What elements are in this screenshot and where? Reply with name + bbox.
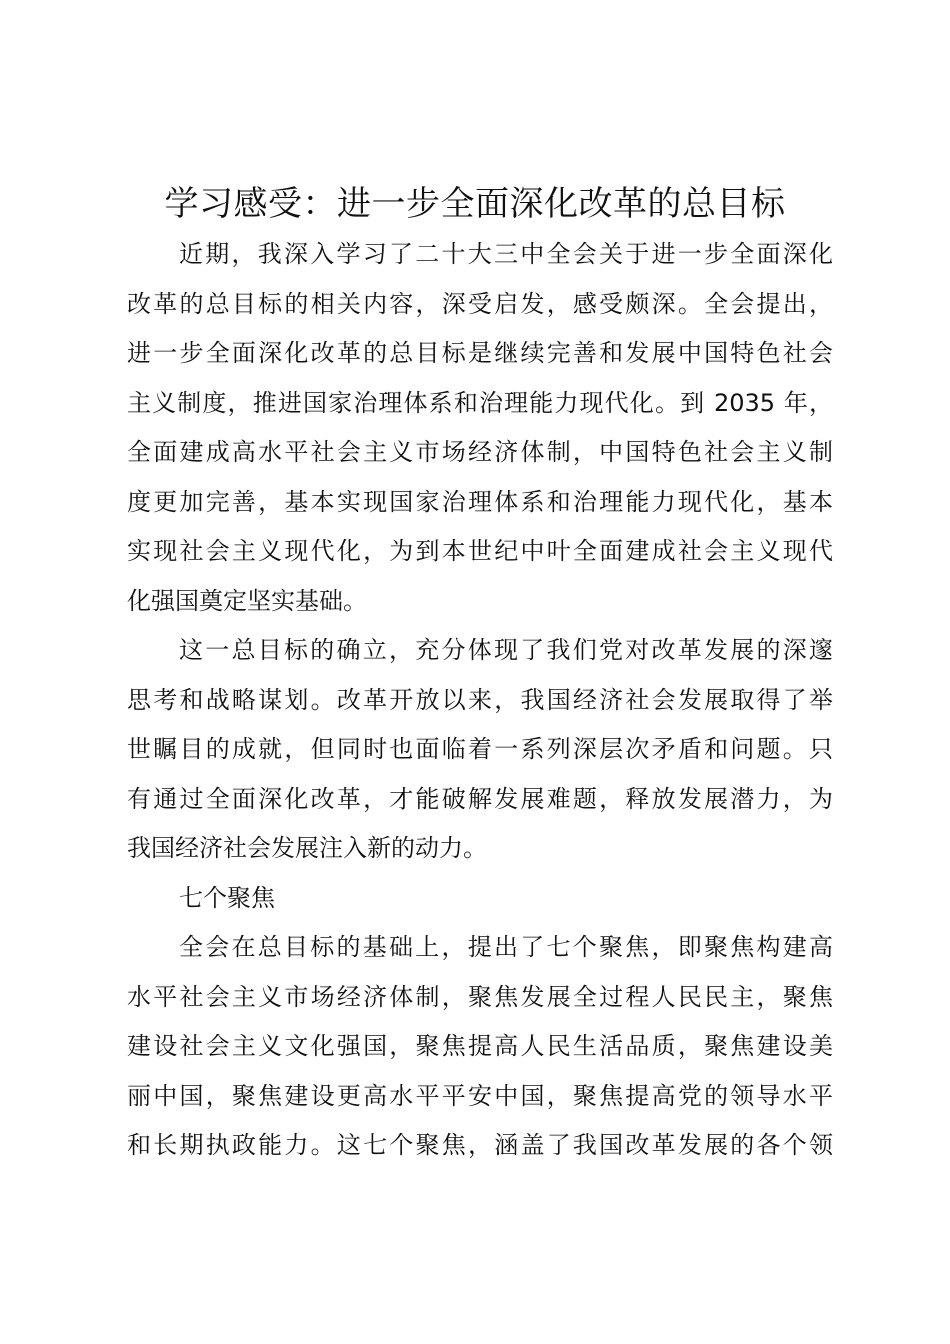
paragraph-line: 改革的总目标的相关内容，深受启发，感受颇深。全会提出， — [127, 289, 833, 318]
paragraph-line: 我国经济社会发展注入新的动力。 — [127, 834, 487, 862]
paragraph-line: 进一步全面深化改革的总目标是继续完善和发展中国特色社会 — [127, 339, 833, 367]
paragraph-line: 丽中国，聚焦建设更高水平平安中国，聚焦提高党的领导水平 — [127, 1081, 833, 1110]
paragraph-line: 这一总目标的确立，充分体现了我们党对改革发展的深邃 — [179, 636, 833, 664]
paragraph-line: 有通过全面深化改革，才能破解发展难题，释放发展潜力，为 — [127, 784, 833, 813]
page-title: 学习感受：进一步全面深化改革的总目标 — [164, 184, 786, 224]
paragraph-line: 化强国奠定坚实基础。 — [127, 586, 367, 615]
paragraph-line: 实现社会主义现代化，为到本世纪中叶全面建成社会主义现代 — [127, 537, 833, 565]
paragraph-line: 全会在总目标的基础上，提出了七个聚焦，即聚焦构建高 — [179, 933, 833, 961]
paragraph-line: 和长期执政能力。这七个聚焦，涵盖了我国改革发展的各个领 — [127, 1131, 833, 1159]
section-heading: 七个聚焦 — [179, 883, 275, 912]
paragraph-line: 全面建成高水平社会主义市场经济体制，中国特色社会主义制 — [127, 438, 833, 466]
paragraph-line: 水平社会主义市场经济体制，聚焦发展全过程人民民主，聚焦 — [127, 982, 833, 1011]
paragraph-line: 度更加完善，基本实现国家治理体系和治理能力现代化，基本 — [127, 487, 833, 516]
paragraph-line: 近期，我深入学习了二十大三中全会关于进一步全面深化 — [179, 240, 833, 268]
paragraph-line: 思考和战略谋划。改革开放以来，我国经济社会发展取得了举 — [127, 685, 833, 714]
paragraph-line: 世瞩目的成就，但同时也面临着一系列深层次矛盾和问题。只 — [127, 735, 833, 763]
paragraph-line: 建设社会主义文化强国，聚焦提高人民生活品质，聚焦建设美 — [127, 1032, 833, 1060]
paragraph-line: 主义制度，推进国家治理体系和治理能力现代化。到 2035 年， — [127, 388, 833, 417]
document-body — [127, 230, 833, 1171]
